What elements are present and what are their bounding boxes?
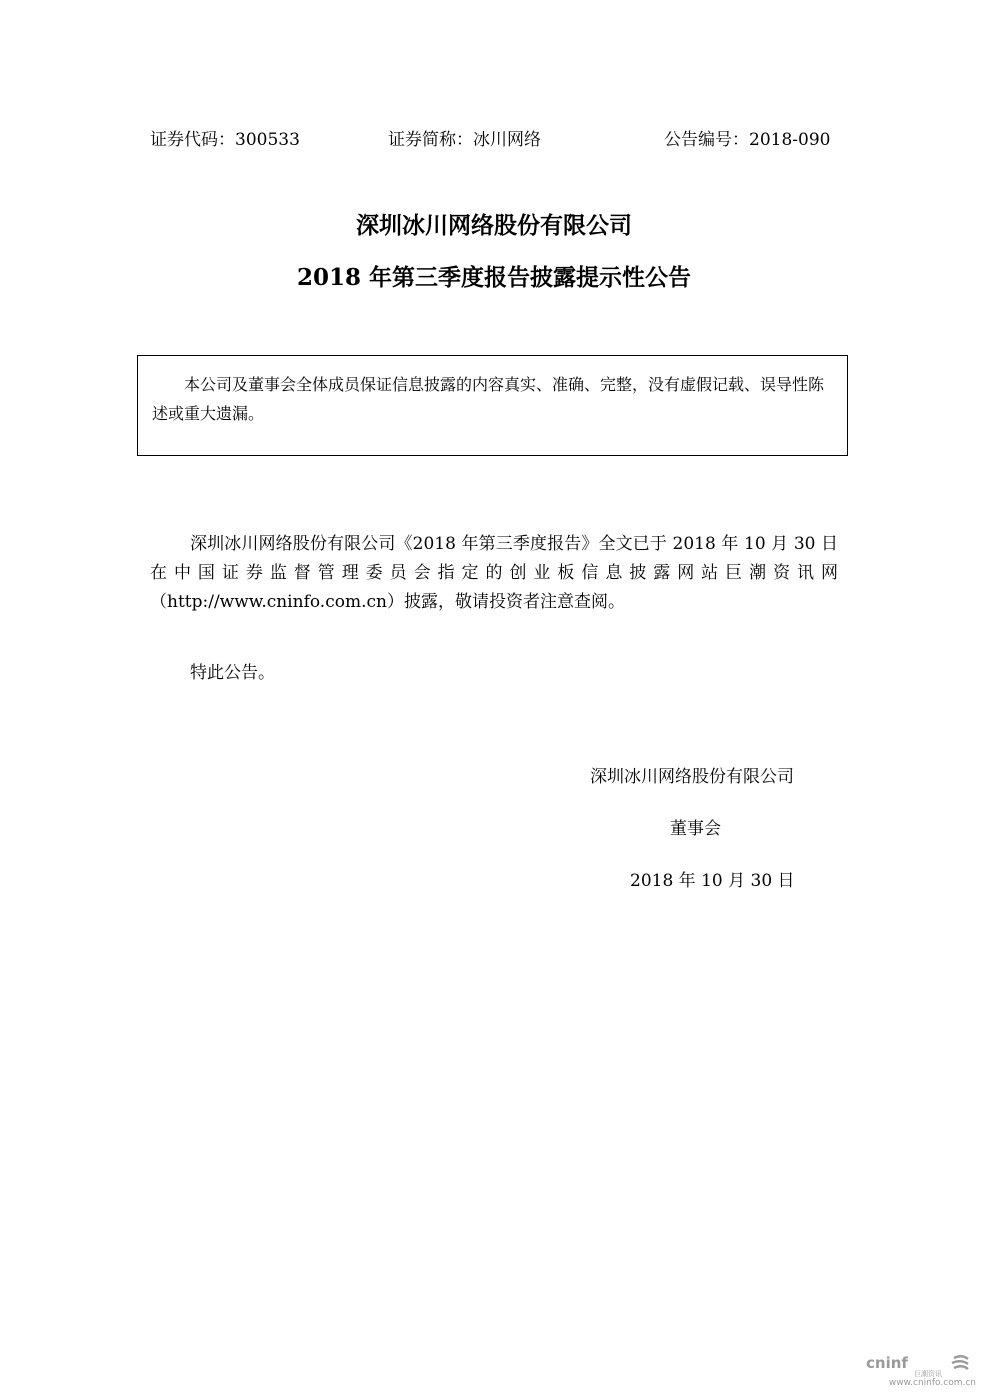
disclosure-statement-box	[137, 355, 848, 456]
cninfo-logo-text: cninf	[866, 1354, 908, 1372]
company-title: 深圳冰川网络股份有限公司	[356, 212, 632, 239]
cninfo-logo-icon	[866, 1353, 976, 1377]
signature-board: 董事会	[670, 819, 721, 839]
cninfo-url: www.cninfo.com.cn	[888, 1378, 976, 1388]
signature-company: 深圳冰川网络股份有限公司	[590, 767, 794, 787]
closing-remark: 特此公告。	[190, 663, 275, 683]
cninfo-logo-subtext: 巨潮资讯	[914, 1370, 942, 1377]
announcement-body: 深圳冰川网络股份有限公司《2018 年第三季度报告》全文已于 2018 年 10 月 30 日在中国证券监督管理委员会指定的创业板信息披露网站巨潮资讯网（http://www.cninfo.com.cn）披露，敬请投资者注意查阅。	[150, 534, 838, 612]
announcement-title: 2018 年第三季度报告披露提示性公告	[296, 264, 692, 291]
stock-code: 证券代码：300533	[150, 130, 300, 150]
announcement-number: 公告编号：2018-090	[664, 130, 831, 150]
cninfo-watermark	[866, 1353, 976, 1389]
stock-abbreviation: 证券简称：冰川网络	[388, 130, 541, 150]
disclosure-statement: 本公司及董事会全体成员保证信息披露的内容真实、准确、完整，没有虚假记载、误导性陈述或重大遗漏。	[152, 375, 825, 423]
signature-date: 2018 年 10 月 30 日	[630, 871, 795, 891]
